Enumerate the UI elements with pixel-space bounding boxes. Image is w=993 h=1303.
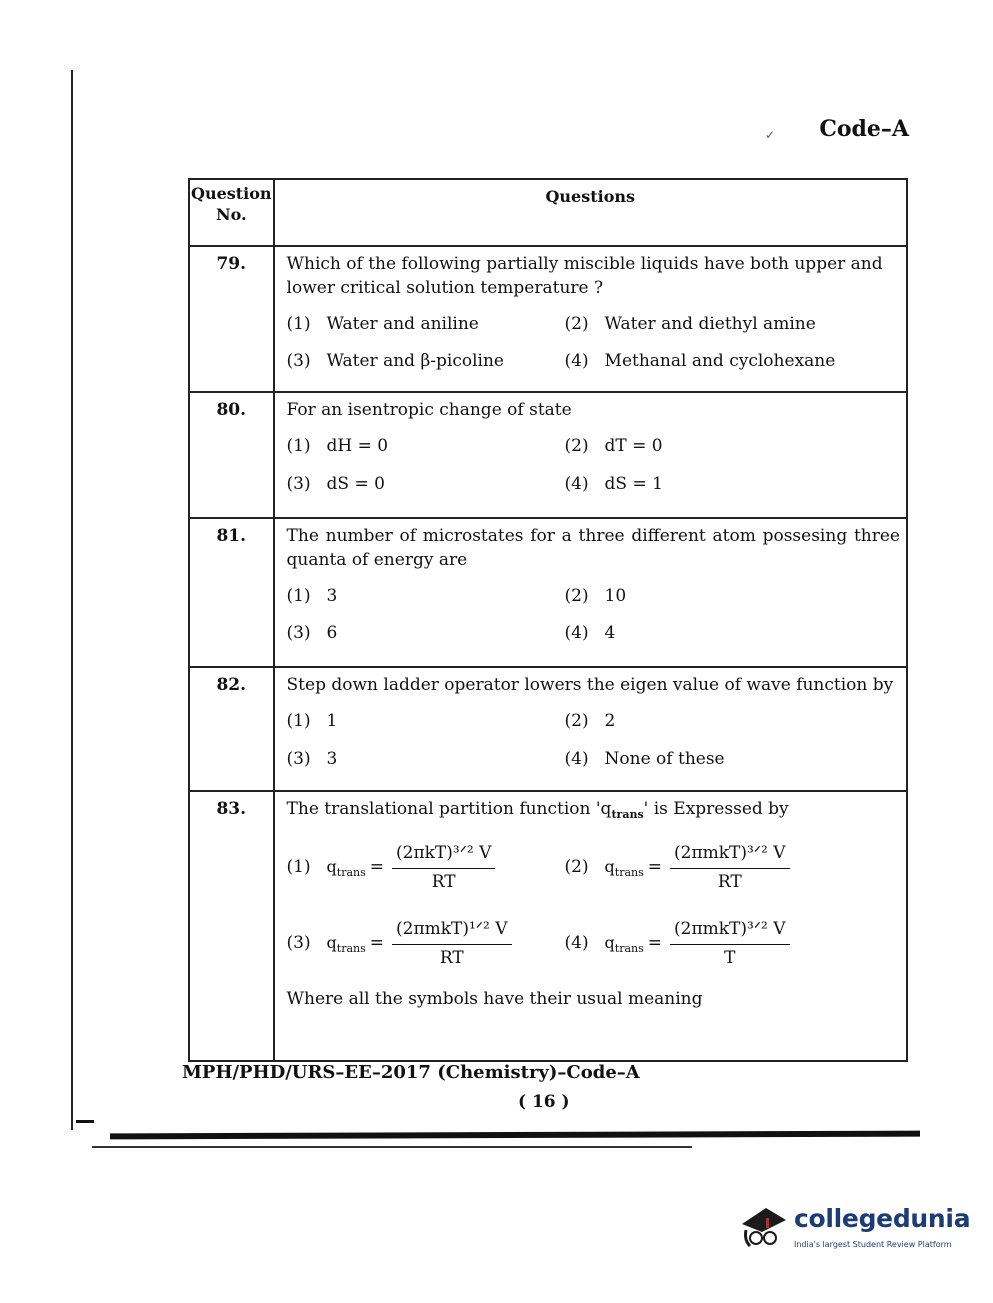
option-3: (3) Water and β-picoline — [286, 351, 504, 372]
option-4: (4) dS = 1 — [564, 473, 663, 494]
option-4: (4) 4 — [564, 623, 616, 644]
questions-table — [188, 178, 908, 1062]
fraction: $\frac{\text{(2πmkT)³ᐟ² V}}{RT}$ — [670, 842, 790, 895]
option-2: (2) 2 — [564, 710, 616, 731]
header-question-no: Question No. — [189, 179, 274, 246]
question-body — [274, 518, 907, 667]
option-2: (2) dT = 0 — [564, 435, 663, 456]
code-label: Code–A — [819, 116, 909, 142]
options-grid — [287, 435, 900, 497]
question-number: 83. — [189, 791, 274, 1061]
option-1: (1) $q_{trans}$ = $\frac{\text{(2πkT)³ᐟ² V}}{RT}$ — [287, 838, 565, 898]
question-stem: Step down ladder operator lowers the eigen value of wave function by — [286, 675, 894, 695]
fraction: $\frac{\text{(2πkT)³ᐟ² V}}{RT}$ — [392, 842, 495, 895]
question-body — [274, 246, 907, 392]
brand-tagline: India's largest Student Review Platform — [794, 1240, 952, 1249]
option-3: (3) dS = 0 — [286, 473, 385, 494]
fraction: $\frac{\text{(2πmkT)³ᐟ² V}}{T}$ — [670, 918, 790, 971]
bottom-rule — [110, 1131, 920, 1140]
footer-label: MPH/PHD/URS–EE–2017 (Chemistry)–Code–A — [182, 1062, 640, 1083]
question-stem: For an isentropic change of state — [286, 400, 572, 420]
question-row-82 — [189, 667, 907, 791]
option-4: (4) None of these — [564, 748, 725, 769]
option-4: (4) Methanal and cyclohexane — [564, 351, 836, 372]
option-3: (3) 6 — [286, 623, 338, 644]
question-number: 81. — [189, 518, 274, 667]
mascot-icon — [736, 1196, 790, 1256]
option-1: (1) 3 — [286, 585, 338, 606]
question-number: 79. — [189, 246, 274, 392]
collegedunia-logo — [736, 1196, 971, 1256]
options-grid — [287, 313, 900, 375]
options-grid — [287, 838, 900, 974]
question-body — [274, 791, 907, 1061]
option-3: (3) $q_{trans}$ = $\frac{\text{(2πmkT)¹ᐟ² V}}{RT}$ — [287, 914, 565, 974]
question-number: 82. — [189, 667, 274, 791]
option-4: (4) $q_{trans}$ = $\frac{\text{(2πmkT)³ᐟ² V}}{T}$ — [565, 914, 900, 974]
options-grid — [287, 585, 900, 647]
option-2: (2) 10 — [564, 585, 627, 606]
question-row-80 — [189, 392, 907, 518]
margin-dash — [76, 1120, 94, 1123]
option-1: (1) Water and aniline — [286, 313, 479, 334]
question-stem: The number of microstates for a three different atom possesing three quanta of energy are — [286, 526, 900, 570]
options-grid — [287, 710, 900, 772]
option-1: (1) dH = 0 — [286, 435, 389, 456]
question-number: 80. — [189, 392, 274, 518]
question-stem: Which of the following partially miscible liquids have both upper and lower critical solution temperature ? — [286, 254, 883, 298]
question-row-81 — [189, 518, 907, 667]
option-1: (1) 1 — [286, 710, 338, 731]
header-questions: Questions — [274, 179, 907, 246]
fraction: $\frac{\text{(2πmkT)¹ᐟ² V}}{RT}$ — [392, 918, 512, 971]
question-body — [274, 667, 907, 791]
option-3: (3) 3 — [286, 748, 338, 769]
question-row-83 — [189, 791, 907, 1061]
option-2: (2) Water and diethyl amine — [564, 313, 816, 334]
tick-mark: ✓ — [765, 128, 776, 142]
brand-name: collegedunia — [794, 1204, 971, 1233]
page-number: ( 16 ) — [518, 1092, 570, 1112]
question-row-79 — [189, 246, 907, 392]
question-stem: The translational partition function '$q_{trans}$' is Expressed by — [286, 799, 789, 821]
bottom-rule-thin — [92, 1146, 692, 1148]
question-note: Where all the symbols have their usual meaning — [286, 989, 703, 1010]
table-header-row — [189, 179, 907, 246]
margin-line — [71, 70, 73, 1130]
option-2: (2) $q_{trans}$ = $\frac{\text{(2πmkT)³ᐟ² V}}{RT}$ — [565, 838, 900, 898]
question-body — [274, 392, 907, 518]
